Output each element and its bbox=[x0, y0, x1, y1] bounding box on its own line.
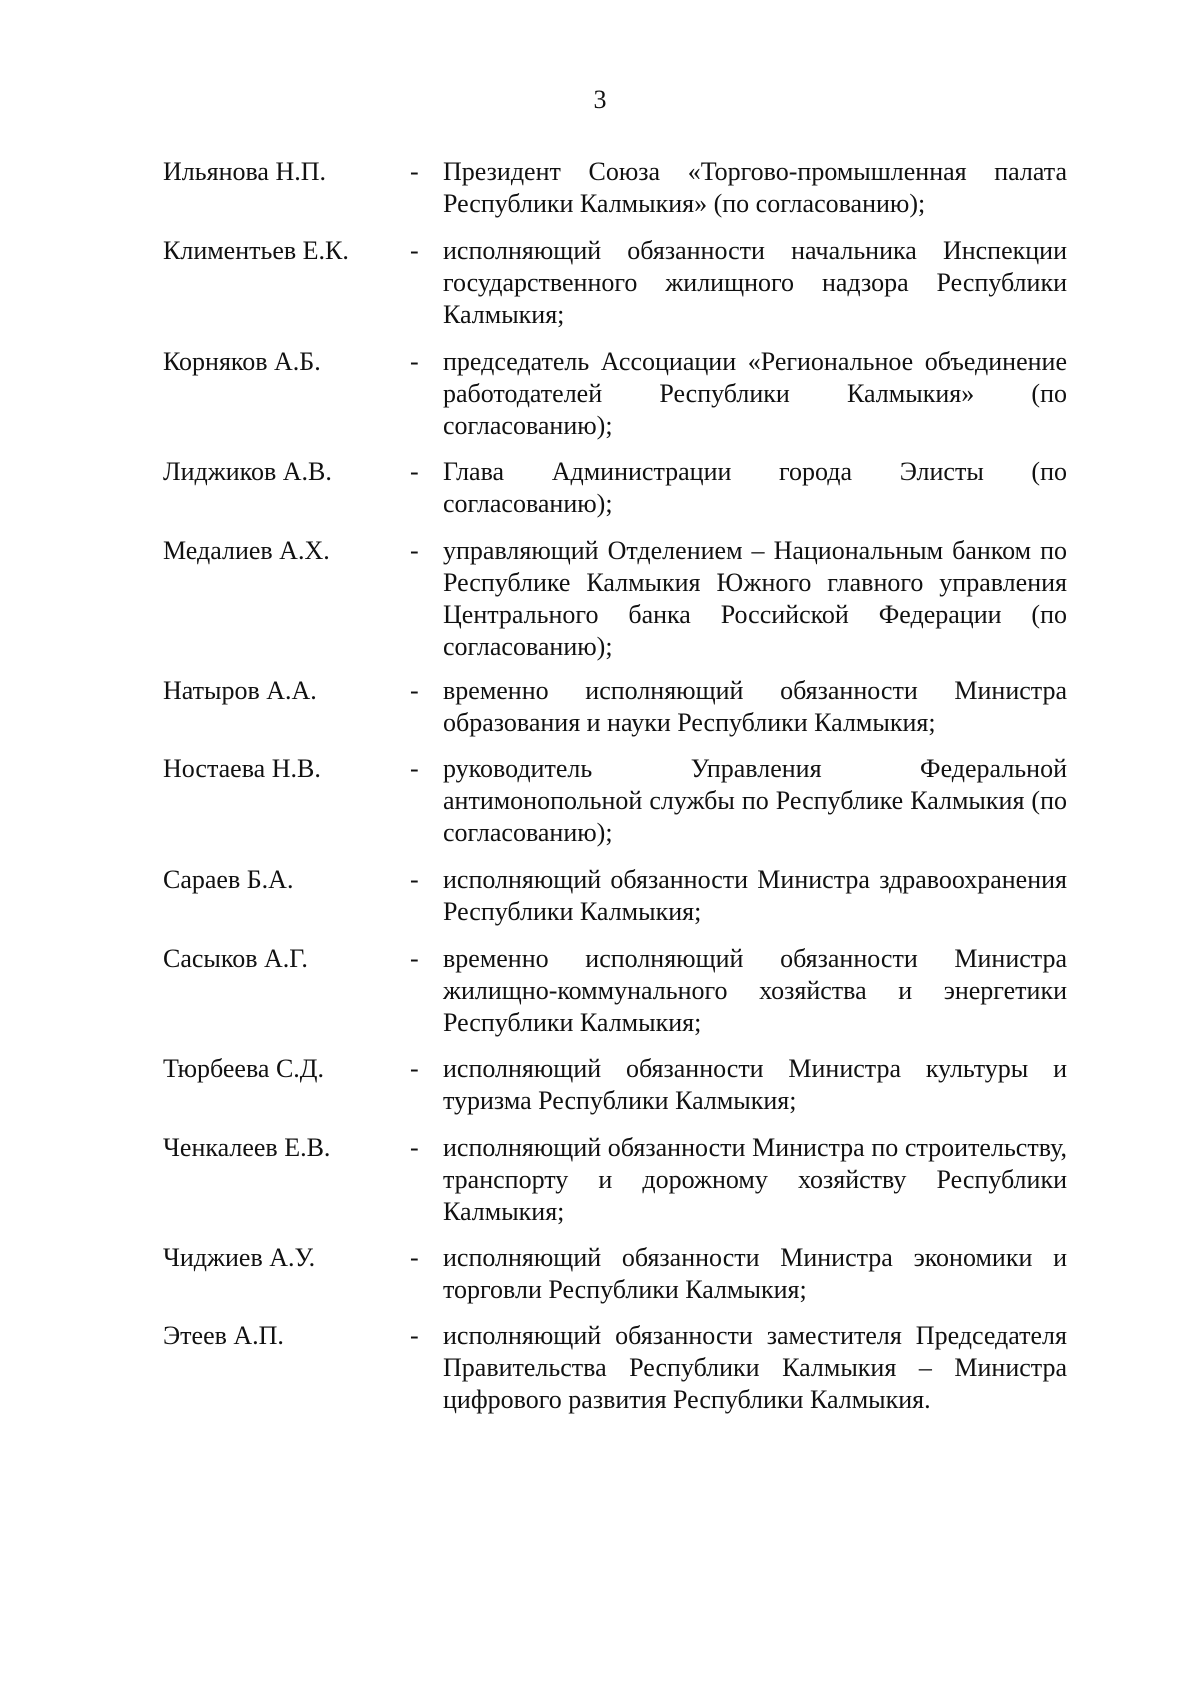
member-name: Ностаева Н.В. bbox=[163, 754, 321, 783]
member-description: Президент Союза «Торгово-промышленная палата Республики Калмыкия» (по согласованию); bbox=[443, 157, 1067, 218]
member-dash: - bbox=[410, 536, 419, 565]
member-description: исполняющий обязанности Министра по строительству, транспорту и дорожному хозяйству Республики Калмыкия; bbox=[443, 1133, 1067, 1226]
member-name: Натыров А.А. bbox=[163, 676, 317, 705]
member-dash: - bbox=[410, 1321, 419, 1350]
member-dash: - bbox=[410, 236, 419, 265]
member-dash: - bbox=[410, 1054, 419, 1083]
member-name: Климентьев Е.К. bbox=[163, 236, 349, 265]
member-description: управляющий Отделением – Национальным банком по Республике Калмыкия Южного главного управления Центрального банка Российской Федерации (по согласованию); bbox=[443, 536, 1067, 661]
member-name: Лиджиков А.В. bbox=[163, 457, 332, 486]
member-description: исполняющий обязанности заместителя Председателя Правительства Республики Калмыкия – Министра цифрового развития Республики Калмыкия. bbox=[443, 1321, 1067, 1414]
member-dash: - bbox=[410, 865, 419, 894]
member-dash: - bbox=[410, 457, 419, 486]
member-name: Ильянова Н.П. bbox=[163, 157, 327, 186]
member-description: исполняющий обязанности Министра экономики и торговли Республики Калмыкия; bbox=[443, 1243, 1067, 1304]
member-description: председатель Ассоциации «Региональное объединение работодателей Республики Калмыкия» (по согласованию); bbox=[443, 347, 1067, 440]
member-description: временно исполняющий обязанности Министра образования и науки Республики Калмыкия; bbox=[443, 676, 1067, 737]
member-dash: - bbox=[410, 676, 419, 705]
member-description: временно исполняющий обязанности Министра жилищно-коммунального хозяйства и энергетики Республики Калмыкия; bbox=[443, 944, 1067, 1037]
member-name: Этеев А.П. bbox=[163, 1321, 284, 1350]
page-number: 3 bbox=[593, 85, 607, 114]
member-dash: - bbox=[410, 157, 419, 186]
member-description: Глава Администрации города Элисты (по согласованию); bbox=[443, 457, 1067, 518]
member-description: исполняющий обязанности Министра здравоохранения Республики Калмыкия; bbox=[443, 865, 1067, 926]
member-dash: - bbox=[410, 1243, 419, 1272]
member-description: исполняющий обязанности Министра культуры и туризма Республики Калмыкия; bbox=[443, 1054, 1067, 1115]
member-name: Корняков А.Б. bbox=[163, 347, 321, 376]
member-dash: - bbox=[410, 944, 419, 973]
member-name: Медалиев А.Х. bbox=[163, 536, 330, 565]
member-name: Ченкалеев Е.В. bbox=[163, 1133, 331, 1162]
member-description: руководитель Управления Федеральной антимонопольной службы по Республике Калмыкия (по согласованию); bbox=[443, 754, 1067, 847]
member-name: Сасыков А.Г. bbox=[163, 944, 308, 973]
member-name: Тюрбеева С.Д. bbox=[163, 1054, 325, 1083]
member-dash: - bbox=[410, 347, 419, 376]
member-dash: - bbox=[410, 1133, 419, 1162]
member-dash: - bbox=[410, 754, 419, 783]
member-name: Сараев Б.А. bbox=[163, 865, 294, 894]
member-description: исполняющий обязанности начальника Инспекции государственного жилищного надзора Республики Калмыкия; bbox=[443, 236, 1067, 329]
member-name: Чиджиев А.У. bbox=[163, 1243, 316, 1272]
